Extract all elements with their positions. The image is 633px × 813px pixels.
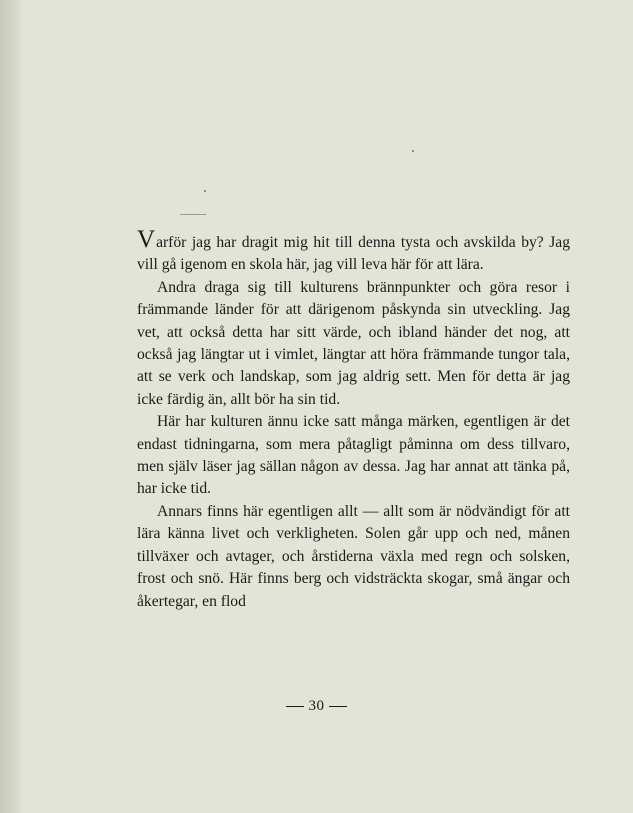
paragraph-1-text: arför jag har dragit mig hit till denna tysta och avskilda by? Jag vill gå igenom en skola här, jag vill leva här för att lära. (137, 234, 570, 274)
paragraph-4: Annars finns här egentligen allt — allt som är nödvändigt för att lära känna livet och verkligheten. Solen går upp och ned, månen tillväxer och avtager, och årstiderna växla med regn och solsken, frost och snö. Här finns berg och vidsträckta skogar, små ängar och åkertegar, en flod (137, 502, 570, 610)
paragraph-3: Här har kulturen ännu icke satt många märken, egentligen är det endast tidningarna, som mera påtagligt påminna om dess tillvaro, men själv läser jag sällan någon av dessa. Jag har annat att tänka på, har icke tid. (137, 413, 570, 498)
paragraph-2: Andra draga sig till kulturens brännpunkter och göra resor i främmande länder för att därigenom påskynda sin utveckling. Jag vet, att också detta har sitt värde, och ibland händer det nog, att också jag längtar ut i vimlet, längtar att höra främmande tungor tala, att se verk och landskap, som jag aldrig sett. Men för detta är jag icke färdig än, allt bör ha sin tid. (137, 278, 570, 408)
folio-dash-right (329, 706, 347, 707)
folio-dash-left (286, 706, 304, 707)
paper-speck (412, 150, 414, 152)
top-mark (180, 214, 206, 215)
page-number (0, 698, 633, 715)
drop-cap: V (137, 226, 156, 253)
page-number-value: 30 (308, 698, 325, 714)
paper-speck (204, 190, 206, 192)
book-gutter (0, 0, 22, 813)
paragraph-1 (137, 226, 570, 277)
body-text (137, 226, 570, 613)
